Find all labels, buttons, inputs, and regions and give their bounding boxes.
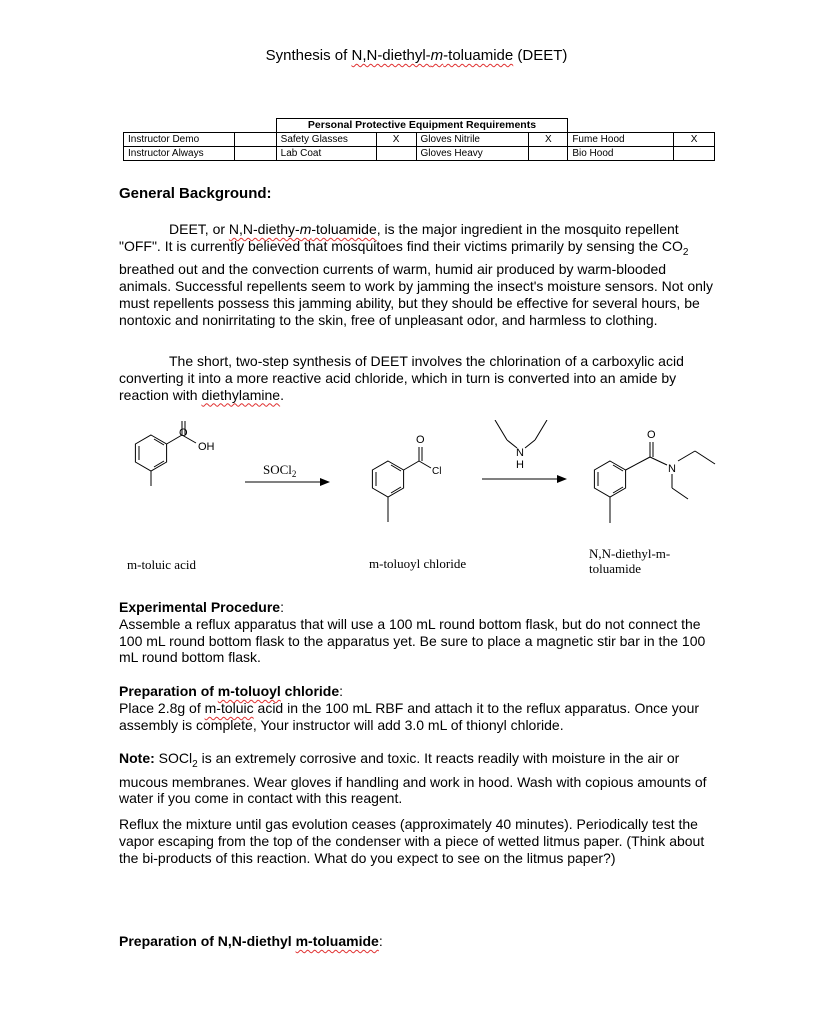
procedure-section: Experimental Procedure: Assemble a reflux apparatus that will use a 100 mL round bottom flask, but do not connect the 100 mL round bottom flask to the apparatus yet. Be sure to place a magnetic stir bar in the 100 mL round bottom flask. (119, 599, 706, 666)
table-cell: Fume Hood (568, 133, 674, 147)
table-cell: X (529, 133, 568, 147)
label-m-toluoyl-chloride: m-toluoyl chloride (369, 556, 467, 571)
note-label: Note: (119, 750, 155, 766)
table-row (124, 147, 715, 161)
table-cell: Gloves Nitrile (416, 133, 529, 147)
ppe-table (123, 118, 715, 161)
atom-oh: OH (198, 441, 215, 453)
note-section: Note: SOCl$_2$ is an extremely corrosive and toxic. It reacts readily with moisture in the air or mucous membranes. Wear gloves if handling and work in hood. Wash with copious amounts of water if you come in contact with this reagent. (119, 750, 707, 807)
deet-structure (594, 442, 715, 523)
table-cell: X (376, 133, 416, 147)
background-paragraph-2: The short, two-step synthesis of DEET involves the chlorination of a carboxylic acid converting it into a more reactive acid chloride, which in turn is converted into an amide by reaction with diethylamine. (119, 353, 684, 403)
arrowhead-1 (320, 478, 330, 486)
table-cell: Instructor Always (124, 147, 235, 161)
table-cell (234, 147, 276, 161)
atom-n-1: N (516, 447, 524, 459)
atom-o-2: O (416, 434, 425, 446)
label-deet: N,N-diethyl-m- toluamide (589, 546, 671, 576)
table-cell: Gloves Heavy (416, 147, 529, 161)
table-cell (234, 133, 276, 147)
atom-o-3: O (647, 429, 656, 441)
table-cell (529, 147, 568, 161)
label-m-toluic-acid: m-toluic acid (127, 557, 196, 572)
table-cell (376, 147, 416, 161)
prep2-section: Preparation of N,N-diethyl m-toluamide: (119, 933, 383, 949)
table-row (124, 133, 715, 147)
table-cell: Instructor Demo (124, 133, 235, 147)
m-toluoyl-chloride-structure (372, 447, 431, 522)
ppe-header-row (124, 119, 715, 133)
arrowhead-2 (557, 475, 567, 483)
prep1-section: Preparation of m-toluoyl chloride: Place 2.8g of m-toluic acid in the 100 mL RBF and attach it to the reflux apparatus. Once your assembly is complete, Your instructor will add 3.0 mL of thionyl chloride. (119, 683, 700, 733)
background-heading: General Background: (119, 185, 272, 202)
diethylamine-structure (495, 420, 547, 448)
prep1-heading: Preparation of m-toluoyl chloride (119, 683, 340, 699)
table-cell: X (674, 133, 715, 147)
atom-cl: Cl (432, 466, 442, 477)
reflux-paragraph: Reflux the mixture until gas evolution ceases (approximately 40 minutes). Periodically test the vapor escaping from the top of the condenser with a piece of wetted litmus paper. (Think about the bi-products of this reaction. What do you expect to see on the litmus paper?) (119, 816, 705, 866)
atom-n-2: N (668, 463, 676, 475)
table-cell (674, 147, 715, 161)
table-cell: Bio Hood (568, 147, 674, 161)
atom-o-1: O (179, 427, 188, 439)
prep2-heading: Preparation of N,N-diethyl m-toluamide (119, 933, 379, 949)
ppe-header: Personal Protective Equipment Requirements (276, 119, 568, 133)
background-paragraph-1: DEET, or N,N-diethy-m-toluamide, is the major ingredient in the mosquito repellent "OFF". It is currently believed that mosquitoes find their victims primarily by sensing the $CO_2$ breathed out and the convection currents of warm, humid air produced by warm-blooded animals. Successful repellents seem to work by jamming the insect's moisture sensors. Not only must repellents possess this jamming ability, but they should be effective for several hours, be nontoxic and nonirritating to the skin, free of unpleasant odor, and harmless to clothing. (119, 221, 714, 328)
table-cell: Lab Coat (276, 147, 376, 161)
procedure-heading: Experimental Procedure (119, 599, 281, 615)
page-title: Synthesis of N,N-diethyl-m-toluamide (DEET) (265, 47, 568, 64)
atom-h: H (516, 459, 524, 471)
reagent-socl2: SOCl$_2$ (263, 462, 297, 479)
table-cell: Safety Glasses (276, 133, 376, 147)
